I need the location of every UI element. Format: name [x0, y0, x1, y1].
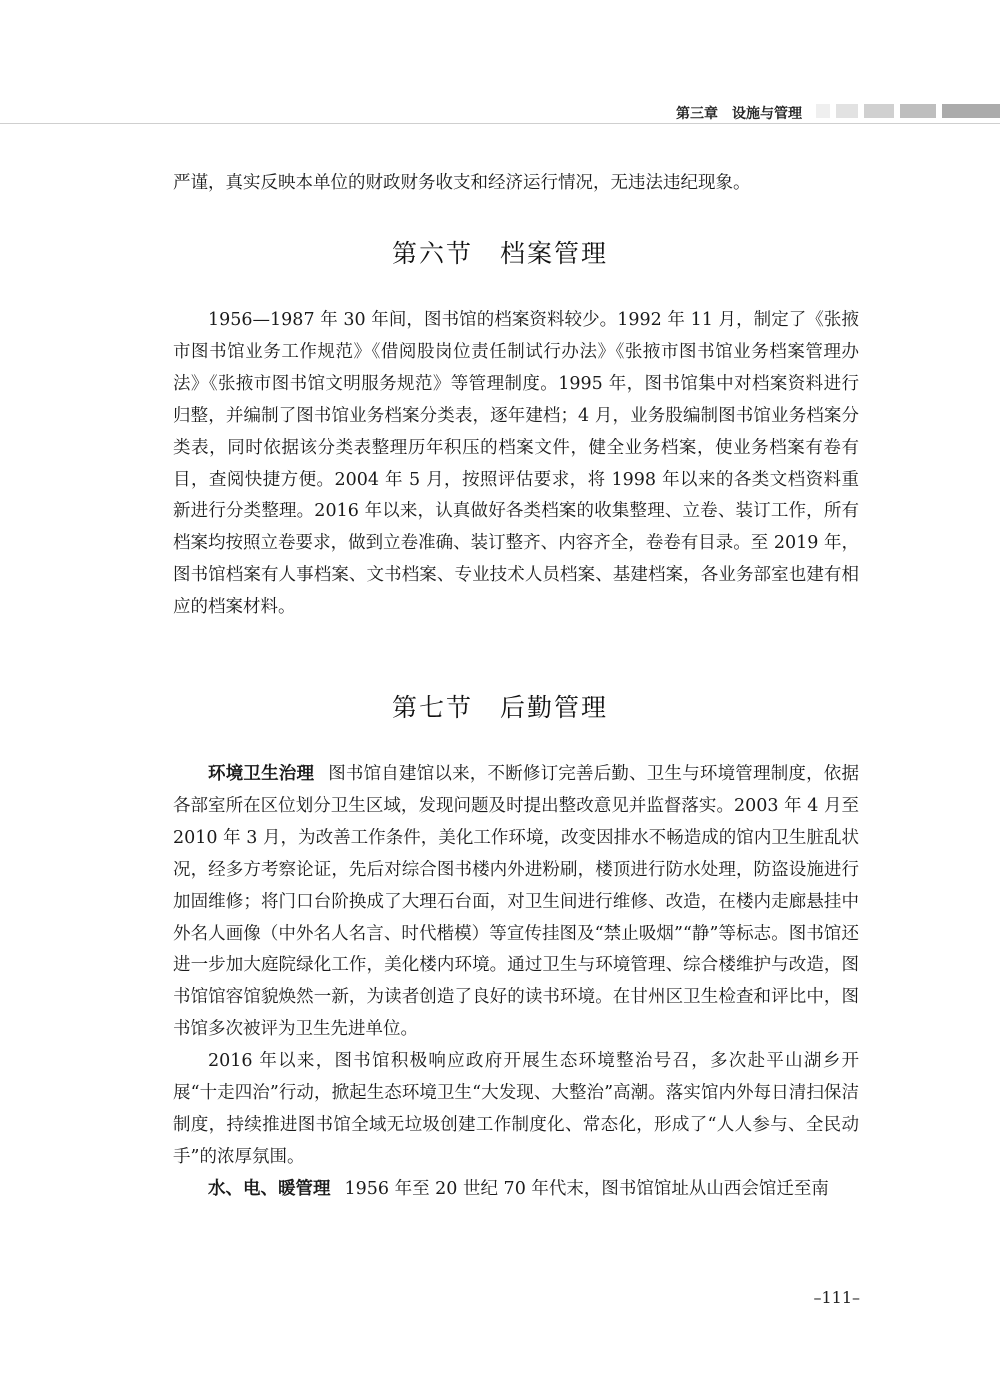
header-bar-1 — [816, 104, 830, 118]
section-7-paragraph-1 — [173, 759, 859, 1046]
section-7-paragraph-2 — [173, 1046, 859, 1174]
paragraph-lead: 环境卫生治理 — [208, 764, 315, 784]
section-7-title: 第七节 后勤管理 — [391, 693, 608, 722]
section-7-body — [173, 759, 859, 1206]
header-bar-5 — [942, 104, 1000, 118]
header-rule — [0, 123, 1000, 124]
running-header — [0, 98, 1000, 128]
section-7-paragraph-3 — [173, 1174, 859, 1206]
header-bar-3 — [864, 104, 894, 118]
page-number: –111– — [813, 1288, 860, 1307]
continued-text — [173, 168, 859, 200]
paragraph-lead: 水、电、暖管理 — [208, 1178, 331, 1199]
chapter-title: 第三章 设施与管理 — [676, 106, 802, 122]
section-6-body — [173, 305, 859, 624]
paragraph-text: 2016 年以来，图书馆积极响应政府开展生态环境整治号召，多次赴平山湖乡开展“十走四治”行动，掀起生态环境卫生“大发现、大整治”高潮。落实馆内外每日清扫保洁制度，持续推进图书馆全域无垃圾创建工作制度化、常态化，形成了“人人参与、全民动手”的浓厚氛围。 — [173, 1051, 859, 1167]
header-bar-4 — [900, 104, 936, 118]
header-bar-2 — [836, 104, 858, 118]
paragraph-text: 1956 年至 20 世纪 70 年代末，图书馆馆址从山西会馆迁至南 — [344, 1178, 829, 1199]
paragraph-text: 图书馆自建馆以来，不断修订完善后勤、卫生与环境管理制度，依据各部室所在区位划分卫生区域，发现问题及时提出整改意见并监督落实。2003 年 4 月至 2010 年 3 月，为改善工作条件，美化工作环境，改变因排水不畅造成的馆内卫生脏乱状况，经多方考察论证，先后对综合图书楼内外进粉刷，楼顶进行防水处理，防盗设施进行加固维修；将门口台阶换成了大理石台面，对卫生间进行维修、改造，在楼内走廊悬挂中外名人画像（中外名人名言、时代楷模）等宣传挂图及“禁止吸烟”“静”等标志。图书馆还进一步加大庭院绿化工作，美化楼内环境。通过卫生与环境管理、综合楼维护与改造，图书馆馆容馆貌焕然一新，为读者创造了良好的读书环境。在甘州区卫生检查和评比中，图书馆多次被评为卫生先进单位。 — [173, 764, 860, 1040]
section-6-paragraph: 1956—1987 年 30 年间，图书馆的档案资料较少。1992 年 11 月，制定了《张掖市图书馆业务工作规范》《借阅股岗位责任制试行办法》《张掖市图书馆业务档案管理办法》《张掖市图书馆文明服务规范》等管理制度。1995 年，图书馆集中对档案资料进行归整，并编制了图书馆业务档案分类表，逐年建档；4 月，业务股编制图书馆业务档案分类表，同时依据该分类表整理历年积压的档案文件，健全业务档案，使业务档案有卷有目，查阅快捷方便。2004 年 5 月，按照评估要求，将 1998 年以来的各类文档资料重新进行分类整理。2016 年以来，认真做好各类档案的收集整理、立卷、装订工作，所有档案均按照立卷要求，做到立卷准确、装订整齐、内容齐全，卷卷有目录。至 2019 年，图书馆档案有人事档案、文书档案、专业技术人员档案、基建档案，各业务部室也建有相应的档案材料。 — [173, 310, 859, 618]
continued-paragraph: 严谨，真实反映本单位的财政财务收支和经济运行情况，无违法违纪现象。 — [173, 173, 751, 193]
section-6-title: 第六节 档案管理 — [391, 239, 608, 268]
